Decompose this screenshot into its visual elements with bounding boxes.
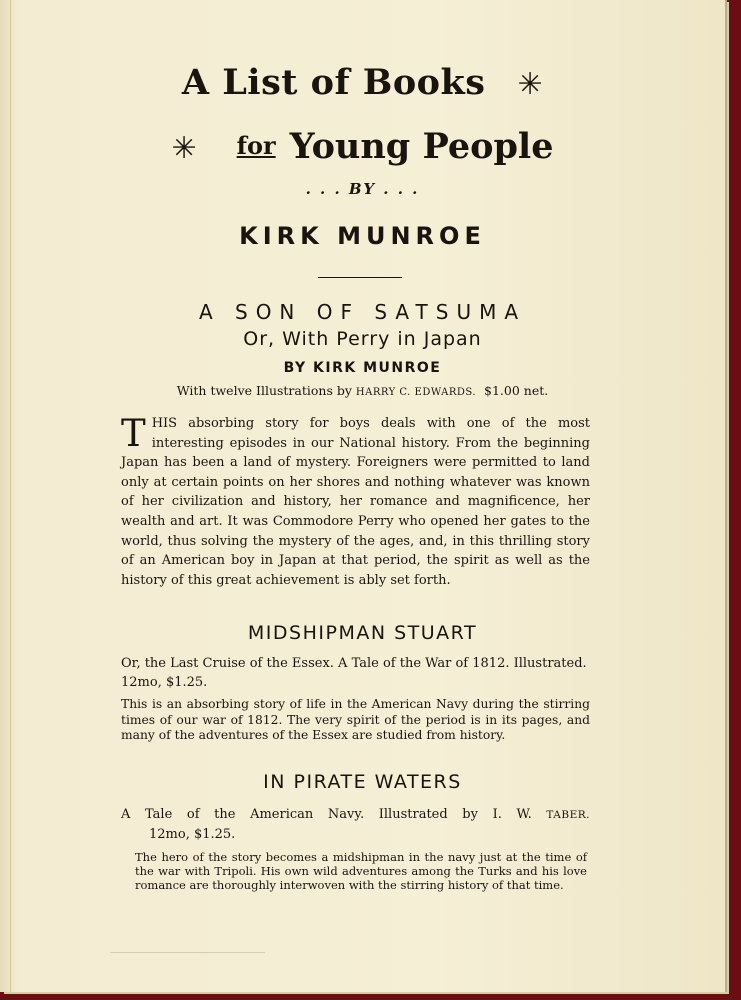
title-line-1 [0,62,725,103]
title-line-2 [0,126,725,167]
book2-info: Or, the Last Cruise of the Essex. A Tale of the War of 1812. Illustrated. 12mo, $1.25. [121,656,587,690]
title-for: for [236,131,276,160]
book3-info-prefix: A Tale of the American Navy. Illustrated by I. W. [121,807,547,822]
book1-description-text: HIS absorbing story for boys deals with one of the most interesting episodes in our National history. From the beginning Japan has been a land of mystery. Foreigners were permitted to land only at certain points on her shores and nothing whatever was known of her civilization and history, her romance and magnificence, her wealth and art. It was Commodore Perry who opened her gates to the world, thus solving the mystery of the ages, and, in this thrilling story of an American boy in Japan at that period, the spirit as well as the history of this great achievement is ably set forth. [121,416,590,588]
book1-description [121,414,590,590]
book1-price: $1.00 net. [476,383,549,398]
title-text: A List of Books [181,62,486,103]
divider-rule [318,277,402,278]
book2-description: This is an absorbing story of life in the American Navy during the stirring times of our war of 1812. The very spirit of the period is in its pages, and many of the adventures of the Essex are studied from history. [121,697,590,742]
by-line: . . . BY . . . [305,180,420,198]
book3-description: The hero of the story becomes a midshipman in the navy just at the time of the war with Tripoli. His own wild adventures among the Turks and his love romance are thoroughly interwoven with the stirring history of that time. [135,850,587,892]
title-young-people: Young People [289,126,554,167]
book3-title: IN PIRATE WATERS [263,771,462,793]
book3-price: 12mo, $1.25. [149,827,236,842]
faint-divider [110,952,265,953]
book1-illustrations [0,383,725,398]
book1-subtitle: Or, With Perry in Japan [243,328,482,350]
book3-info [121,805,590,844]
book1-byline: BY KIRK MUNROE [283,360,442,376]
asterisk-ornament-icon: ✳ [171,131,197,166]
author-name: KIRK MUNROE [239,222,486,250]
book1-illus-prefix: With twelve Illustrations by [176,383,356,398]
book1-illustrator: HARRY C. EDWARDS. [355,387,477,398]
asterisk-ornament-icon: ✳ [517,67,544,102]
book2-title: MIDSHIPMAN STUART [247,622,478,644]
drop-cap: T [121,412,146,455]
book3-illustrator: TABER. [546,809,590,821]
book1-title: A SON OF SATSUMA [198,300,527,324]
